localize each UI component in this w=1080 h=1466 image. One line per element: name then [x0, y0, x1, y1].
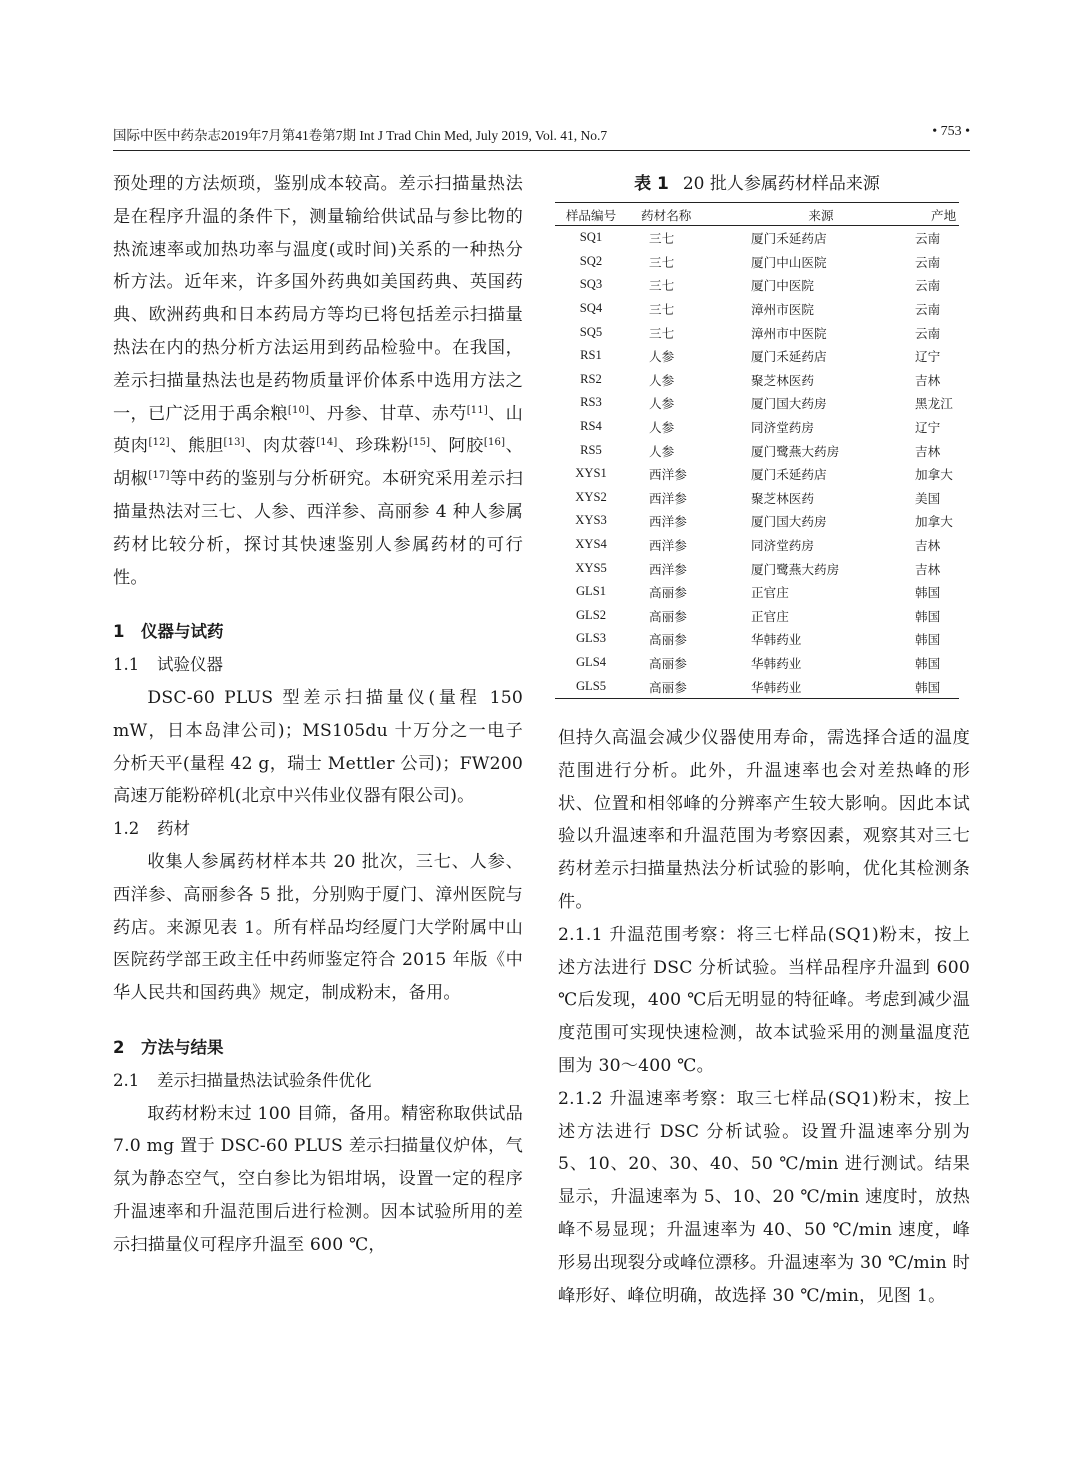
- cell-herb-name: 三七: [649, 302, 675, 318]
- cell-origin: 辽宁: [915, 420, 941, 436]
- table-body: [555, 226, 959, 699]
- cell-origin: 韩国: [915, 632, 941, 648]
- table-row: [555, 226, 959, 250]
- table-row: [555, 674, 959, 698]
- intro-tail: 等中药的鉴别与分析研究。本研究采用差示扫描量热法对三七、人参、西洋参、高丽参 4 种人参属药材比较分析，探讨其快速鉴别人参属药材的可行性。: [113, 469, 523, 588]
- section-1-1-text: DSC-60 PLUS 型差示扫描量仪(量程 150 mW，日本岛津公司)；MS105du 十万分之一电子分析天平(量程 42 g，瑞士 Mettler 公司)；FW200 高速万能粉碎机(北京中兴伟业仪器有限公司)。: [113, 687, 523, 807]
- cell-origin: 美国: [915, 490, 941, 506]
- intro-text: 预处理的方法烦琐，鉴别成本较高。差示扫描量热法是在程序升温的条件下，测量输给供试品与参比物的热流速率或加热功率与温度(或时间)关系的一种热分析方法。近年来，许多国外药典如美国药典、英国药典、欧洲药典和日本药局方等均已将包括差示扫描量热法在内的热分析方法运用到药品检验中。在我国，差示扫描量热法也是药物质量评价体系中选用方法之一，已广泛用于禹: [113, 174, 523, 424]
- section-2-1-2-text: 2.1.2 升温速率考察：取三七样品(SQ1)粉末，按上述方法进行 DSC 分析试验。设置升温速率分别为 5、10、20、30、40、50 ℃/min 进行测试。结果显示，升温速率为 5、10、20 ℃/min 速度时，放热峰不易显现；升温速率为 40、50 ℃/min 速度，峰形易出现裂分或峰位漂移。升温速率为 30 ℃/min 时峰形好、峰位明确，故选择 30 ℃/min，见图 1。: [558, 1088, 970, 1306]
- header-sample-id: 样品编号: [555, 203, 627, 226]
- cell-origin: 云南: [915, 231, 941, 247]
- table-row: [555, 368, 959, 392]
- section-1-2-heading: 1.2 药材: [113, 819, 190, 839]
- cell-origin: 吉林: [915, 538, 941, 554]
- cell-origin: 云南: [915, 254, 941, 270]
- cell-herb-name: 人参: [649, 372, 675, 388]
- cell-sample-id: RS2: [580, 371, 602, 386]
- section-2-1-text: 取药材粉末过 100 目筛，备用。精密称取供试品 7.0 mg 置于 DSC-60 PLUS 差示扫描量仪炉体，气氛为静态空气，空白参比为铝坩埚，设置一定的程序升温速率和升温范围后进行检测。因本试验所用的差示扫描量仪可程序升温至 600 ℃，: [113, 1103, 523, 1255]
- cell-source: 聚芝林医药: [751, 490, 814, 506]
- cell-origin: 吉林: [915, 443, 941, 459]
- cell-herb-name: 三七: [649, 325, 675, 341]
- table-row: [555, 391, 959, 415]
- cell-sample-id: RS1: [580, 348, 602, 363]
- cell-sample-id: SQ5: [579, 324, 603, 339]
- continuation-paragraph: 但持久高温会减少仪器使用寿命，需选择合适的温度范围进行分析。此外，升温速率也会对差热峰的形状、位置和相邻峰的分辨率产生较大影响。因此本试验以升温速率和升温范围为考察因素，观察其对三七药材差示扫描量热法分析试验的影响，优化其检测条件。: [558, 728, 970, 912]
- ref-danshen: 、丹参、甘草、赤芍[11]: [309, 403, 489, 424]
- table-row: [555, 604, 959, 628]
- cell-source: 华韩药业: [751, 632, 802, 648]
- cell-origin: 吉林: [915, 561, 941, 577]
- journal-citation: 国际中医中药杂志2019年7月第41卷第7期 Int J Trad Chin Med, July 2019, Vol. 41, No.7: [113, 128, 608, 143]
- cell-sample-id: XYS1: [575, 466, 607, 481]
- table-row: [555, 415, 959, 439]
- cell-sample-id: XYS4: [575, 537, 607, 552]
- cell-source: 厦门中山医院: [751, 254, 827, 270]
- cell-sample-id: GLS1: [575, 584, 607, 599]
- cell-source: 厦门鹭燕大药房: [751, 561, 840, 577]
- cell-herb-name: 高丽参: [649, 585, 687, 601]
- cell-sample-id: GLS3: [575, 631, 607, 646]
- cell-origin: 吉林: [915, 372, 941, 388]
- cell-source: 厦门中医院: [751, 278, 814, 294]
- cell-sample-id: RS5: [580, 442, 602, 457]
- intro-paragraph: [113, 168, 523, 594]
- sample-source-table: [555, 202, 959, 699]
- left-column: [113, 168, 523, 1262]
- cell-source: 聚芝林医药: [751, 372, 814, 388]
- table-title: 20 批人参属药材样品来源: [682, 174, 880, 194]
- cell-origin: 加拿大: [915, 467, 953, 483]
- ref-yuyuliang: 余粮[10]: [252, 403, 310, 424]
- running-header: [113, 124, 970, 146]
- table-row: [555, 250, 959, 274]
- header-herb-name: 药材名称: [627, 203, 741, 226]
- cell-origin: 云南: [915, 325, 941, 341]
- table-row: [555, 486, 959, 510]
- table-row: [555, 627, 959, 651]
- cell-sample-id: SQ2: [579, 253, 603, 268]
- table-row: [555, 533, 959, 557]
- cell-herb-name: 西洋参: [649, 514, 687, 530]
- section-2-heading: 2 方法与结果: [113, 1037, 224, 1057]
- page-number: • 753 •: [932, 124, 970, 139]
- cell-herb-name: 三七: [649, 231, 675, 247]
- cell-sample-id: XYS3: [575, 513, 607, 528]
- cell-sample-id: RS4: [580, 419, 602, 434]
- table-caption: [555, 172, 959, 196]
- cell-sample-id: SQ4: [579, 301, 603, 316]
- cell-herb-name: 高丽参: [649, 632, 687, 648]
- table-row: [555, 438, 959, 462]
- cell-source: 厦门国大药房: [751, 396, 827, 412]
- cell-origin: 韩国: [901, 674, 959, 698]
- ref-hujiao: 、胡椒[17]: [113, 436, 523, 490]
- cell-herb-name: 高丽参: [649, 655, 687, 671]
- section-1-heading: 1 仪器与试药: [113, 622, 224, 642]
- cell-herb-name: 三七: [649, 254, 675, 270]
- cell-sample-id: GLS5: [555, 674, 627, 698]
- section-2-1-1-text: 2.1.1 升温范围考察：将三七样品(SQ1)粉末，按上述方法进行 DSC 分析试验。当样品程序升温到 600 ℃后发现，400 ℃后无明显的特征峰。考虑到减少温度范围可实现快速检测，故本试验采用的测量温度范围为 30～400 ℃。: [558, 924, 970, 1076]
- table-row: [555, 509, 959, 533]
- cell-source: 厦门鹭燕大药房: [751, 443, 840, 459]
- ref-zhenzhufen: 、珍珠粉[15]: [337, 436, 431, 457]
- table-row: [555, 556, 959, 580]
- cell-herb-name: 西洋参: [649, 490, 687, 506]
- cell-sample-id: SQ1: [579, 230, 603, 245]
- section-1-2-text: 收集人参属药材样本共 20 批次，三七、人参、西洋参、高丽参各 5 批，分别购于厦门、漳州医院与药店。来源见表 1。所有样品均经厦门大学附属中山医院药学部王政主任中药师鉴定符合 2015 年版《中华人民共和国药典》规定，制成粉末，备用。: [113, 851, 523, 1004]
- cell-herb-name: 西洋参: [649, 561, 687, 577]
- table-row: [555, 273, 959, 297]
- cell-sample-id: XYS2: [575, 489, 607, 504]
- cell-source: 厦门禾延药店: [751, 349, 827, 365]
- ref-ejiao: 、阿胶[16]: [430, 436, 506, 457]
- cell-origin: 韩国: [915, 655, 941, 671]
- cell-herb-name: 人参: [649, 420, 675, 436]
- cell-sample-id: GLS4: [575, 654, 607, 669]
- cell-herb-name: 人参: [649, 396, 675, 412]
- section-2-1-heading: 2.1 差示扫描量热法试验条件优化: [113, 1070, 372, 1090]
- cell-origin: 云南: [915, 278, 941, 294]
- cell-sample-id: GLS2: [575, 607, 607, 622]
- cell-source: 厦门禾延药店: [751, 467, 827, 483]
- table-label: 表 1: [634, 174, 669, 194]
- cell-origin: 韩国: [915, 608, 941, 624]
- cell-source: 漳州市医院: [751, 302, 814, 318]
- right-column: [558, 722, 970, 1312]
- section-1-1-heading: 1.1 试验仪器: [113, 655, 223, 675]
- cell-sample-id: RS3: [580, 395, 602, 410]
- header-origin: 产地: [901, 203, 959, 226]
- cell-origin: 云南: [915, 302, 941, 318]
- cell-source: 漳州市中医院: [751, 325, 827, 341]
- header-divider: [113, 150, 970, 151]
- cell-source: 同济堂药房: [751, 538, 814, 554]
- table-row: [555, 580, 959, 604]
- cell-source: 厦门国大药房: [751, 514, 827, 530]
- table-header-row: [555, 203, 959, 226]
- cell-origin: 韩国: [915, 585, 941, 601]
- cell-herb-name: 人参: [649, 443, 675, 459]
- cell-origin: 辽宁: [915, 349, 941, 365]
- table-row: [555, 297, 959, 321]
- cell-source: 华韩药业: [741, 674, 901, 698]
- table-row: [555, 462, 959, 486]
- table-row: [555, 651, 959, 675]
- cell-herb-name: 高丽参: [649, 608, 687, 624]
- cell-source: 华韩药业: [751, 655, 802, 671]
- cell-source: 厦门禾延药店: [751, 231, 827, 247]
- cell-source: 同济堂药房: [751, 420, 814, 436]
- ref-roucongrong: 、肉苁蓉[14]: [244, 436, 338, 457]
- cell-source: 正官庄: [751, 585, 789, 601]
- cell-herb-name: 西洋参: [649, 538, 687, 554]
- cell-sample-id: XYS5: [575, 560, 607, 575]
- table-1: [555, 172, 959, 699]
- cell-sample-id: SQ3: [579, 277, 603, 292]
- cell-origin: 加拿大: [915, 514, 953, 530]
- cell-origin: 黑龙江: [915, 396, 953, 412]
- cell-herb-name: 三七: [649, 278, 675, 294]
- ref-shanyurou: 、山萸肉[12]: [113, 403, 523, 457]
- cell-herb-name: 西洋参: [649, 467, 687, 483]
- header-source: 来源: [741, 203, 901, 226]
- ref-xiongdan: 、熊胆[13]: [169, 436, 245, 457]
- cell-herb-name: 人参: [649, 349, 675, 365]
- cell-source: 正官庄: [751, 608, 789, 624]
- table-row: [555, 320, 959, 344]
- table-row: [555, 344, 959, 368]
- cell-herb-name: 高丽参: [627, 674, 741, 698]
